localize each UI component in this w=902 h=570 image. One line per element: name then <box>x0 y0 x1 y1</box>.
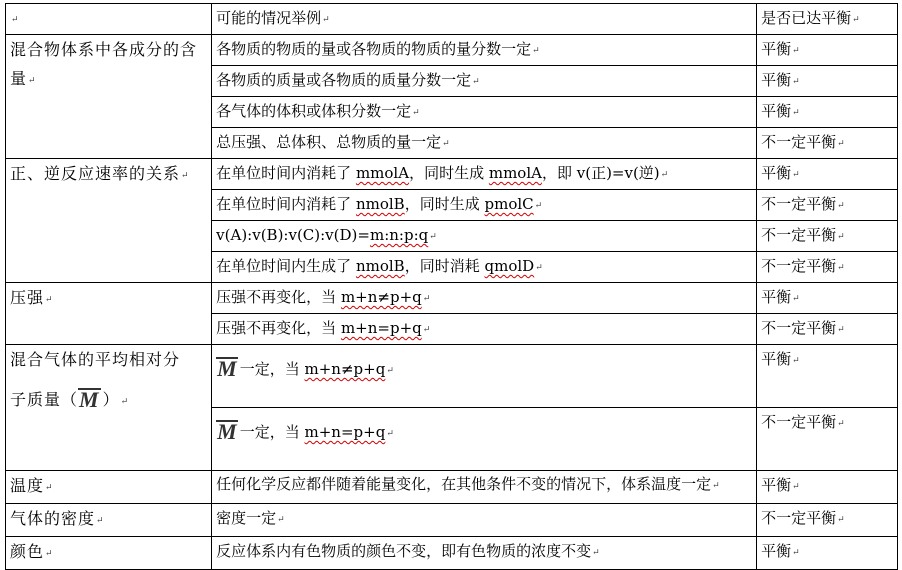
equilibrium-table <box>5 3 898 570</box>
category-density: 气体的密度↵ <box>6 504 212 537</box>
result-cell: 平衡↵ <box>757 537 898 570</box>
example-cell: 压强不再变化，当 m+n=p+q↵ <box>212 314 757 345</box>
result-cell: 平衡↵ <box>757 97 898 128</box>
category-content: 混合物体系中各成分的含量↵ <box>6 35 212 159</box>
example-cell: 在单位时间内消耗了 mmolA，同时生成 mmolA，即 v(正)=v(逆)↵ <box>212 159 757 190</box>
result-cell: 不一定平衡↵ <box>757 221 898 252</box>
table-row <box>6 345 898 408</box>
mean-molar-mass-symbol: M <box>217 419 237 444</box>
result-cell: 平衡↵ <box>757 66 898 97</box>
example-cell: 压强不再变化，当 m+n≠p+q↵ <box>212 283 757 314</box>
result-cell: 不一定平衡↵ <box>757 408 898 471</box>
table-row <box>6 471 898 504</box>
example-cell: M 一定，当 m+n≠p+q↵ <box>212 345 757 408</box>
mean-molar-mass-symbol: M <box>217 356 237 381</box>
header-cell-blank: ↵ <box>6 4 212 35</box>
category-pressure: 压强↵ <box>6 283 212 345</box>
example-cell: 密度一定↵ <box>212 504 757 537</box>
result-cell: 平衡↵ <box>757 471 898 504</box>
result-cell: 不一定平衡↵ <box>757 504 898 537</box>
header-cell-examples: 可能的情况举例↵ <box>212 4 757 35</box>
table-row <box>6 283 898 314</box>
result-cell: 不一定平衡↵ <box>757 314 898 345</box>
result-cell: 平衡↵ <box>757 345 898 408</box>
result-cell: 不一定平衡↵ <box>757 190 898 221</box>
category-rate: 正、逆反应速率的关系↵ <box>6 159 212 283</box>
result-cell: 平衡↵ <box>757 35 898 66</box>
table-header-row <box>6 4 898 35</box>
category-molar-mass: 混合气体的平均相对分 子质量（M ）↵ <box>6 345 212 471</box>
table-row <box>6 504 898 537</box>
table-row <box>6 159 898 190</box>
example-cell: 在单位时间内消耗了 nmolB，同时生成 pmolC↵ <box>212 190 757 221</box>
example-cell: 反应体系内有色物质的颜色不变，即有色物质的浓度不变↵ <box>212 537 757 570</box>
header-cell-equilibrium: 是否已达平衡↵ <box>757 4 898 35</box>
result-cell: 平衡↵ <box>757 283 898 314</box>
example-cell: 各物质的质量或各物质的质量分数一定↵ <box>212 66 757 97</box>
example-cell: 总压强、总体积、总物质的量一定↵ <box>212 128 757 159</box>
result-cell: 平衡↵ <box>757 159 898 190</box>
result-cell: 不一定平衡↵ <box>757 252 898 283</box>
mean-molar-mass-symbol: M <box>79 387 100 412</box>
table-row <box>6 537 898 570</box>
table-row <box>6 35 898 66</box>
example-cell: 任何化学反应都伴随着能量变化，在其他条件不变的情况下，体系温度一定↵ <box>212 471 757 504</box>
example-cell: 各气体的体积或体积分数一定↵ <box>212 97 757 128</box>
category-temperature: 温度↵ <box>6 471 212 504</box>
example-cell: 在单位时间内生成了 nmolB，同时消耗 qmolD↵ <box>212 252 757 283</box>
result-cell: 不一定平衡↵ <box>757 128 898 159</box>
example-cell: v(A):v(B):v(C):v(D)=m:n:p:q↵ <box>212 221 757 252</box>
example-cell: 各物质的物质的量或各物质的物质的量分数一定↵ <box>212 35 757 66</box>
example-cell: M 一定，当 m+n=p+q↵ <box>212 408 757 471</box>
category-color: 颜色↵ <box>6 537 212 570</box>
